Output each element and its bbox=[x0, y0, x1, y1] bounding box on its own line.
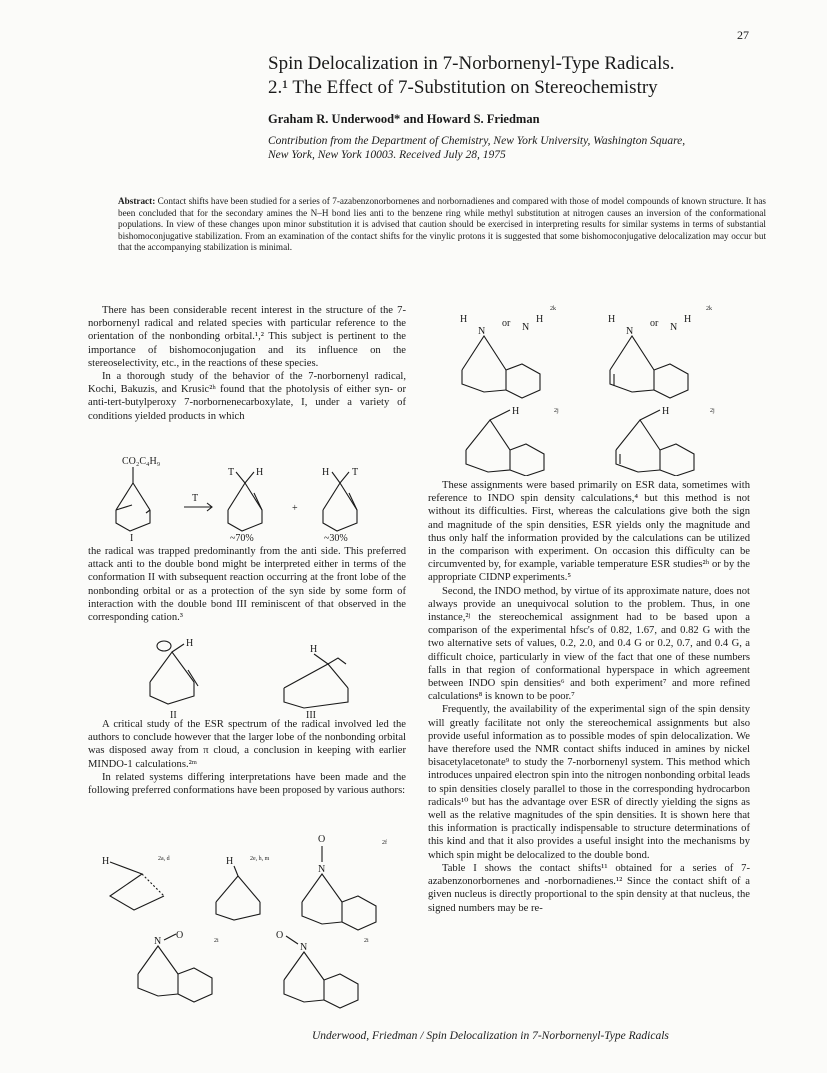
compound-II-label: II bbox=[170, 710, 177, 718]
compound-III-label: III bbox=[306, 710, 316, 718]
left-sub-T: T bbox=[228, 467, 235, 478]
abstract-label: Abstract: bbox=[118, 196, 156, 206]
right-column bbox=[428, 479, 750, 915]
ref-2i-b: 2i bbox=[364, 938, 369, 944]
ref-2j-a: 2j bbox=[554, 408, 559, 414]
article-title bbox=[268, 52, 768, 100]
H-atom-6: H bbox=[662, 406, 670, 417]
N-atom-3: N bbox=[626, 326, 634, 337]
left-paragraph-1: There has been considerable recent interest in the structure of the 7-norbornenyl radical and related species with particular reference to the orientation of the nonbonding orbital.¹,² This subject is pertinent to the importance of bishomoconjugation and its influence on the stereoselectivity, etc., in the reactions of these species. bbox=[88, 305, 406, 369]
or-label-2: or bbox=[650, 318, 659, 329]
H-atom-4: H bbox=[684, 314, 692, 325]
left-paragraph-5: In related systems differing interpretations have been made and the following preferred conformations have been proposed by various authors: bbox=[88, 771, 406, 797]
affiliation bbox=[268, 134, 768, 162]
ref-2i-a: 2i bbox=[214, 938, 219, 944]
or-label-1: or bbox=[502, 318, 511, 329]
H-atom-a: H bbox=[102, 856, 110, 867]
scheme-amine-conformations bbox=[430, 300, 766, 476]
H-atom-b: H bbox=[226, 856, 234, 867]
N-atom-1: N bbox=[478, 326, 486, 337]
H-atom-II: H bbox=[186, 638, 194, 649]
H-atom-3: H bbox=[608, 314, 616, 325]
H-atom-1: H bbox=[460, 314, 468, 325]
right-sub-T: T bbox=[352, 467, 359, 478]
ref-2ad: 2a, d bbox=[158, 856, 170, 862]
N-atom-e: N bbox=[300, 942, 308, 953]
O-atom-e: O bbox=[276, 930, 284, 941]
plus-sign: + bbox=[292, 503, 298, 514]
abstract-text: Contact shifts have been studied for a series of 7-azabenzonorbornenes and norbornadienes and compared with those of model compounds of known structure. It has been concluded that for the secondary amines the N–H bond lies anti to the benzene ring while methyl substitution at nitrogen causes an inversion of the conformational populations. In view of these changes upon minor substitution it is advised that caution should be exercised in interpreting results for similar systems in terms of substantial bishomoconjugative stabilization. From an examination of the contact shifts for the vinylic protons it is suggested that some bishomoconjugative delocalization may occur but that the accompanying stabilization is minimal. bbox=[118, 196, 766, 253]
ref-2j-b: 2j bbox=[710, 408, 715, 414]
ref-2ehm: 2e, h, m bbox=[250, 856, 270, 862]
yield-2: ~30% bbox=[324, 533, 348, 543]
running-footer: Underwood, Friedman / Spin Delocalization in 7-Norbornenyl-Type Radicals bbox=[312, 1030, 669, 1042]
arrow-label: T bbox=[192, 493, 199, 504]
H-atom-2: H bbox=[536, 314, 544, 325]
left-column-top bbox=[88, 304, 406, 423]
left-column-bottom bbox=[88, 718, 406, 797]
right-paragraph-1: These assignments were based primarily on ESR data, sometimes with reference to INDO spin density calculations,⁴ but this method is not without its difficulties. First, whereas the calculations give both the sign and magnitude of the spin densities, ESR yields only the magnitude and thus only half the information provided by the calculations can be utilized in the comparison with experiment. On occasion this difficulty can be circumvented by, for example, variable temperature ESR studies²ʰ or by the appropriate CIDNP experiments.⁵ bbox=[428, 480, 750, 584]
ref-2k-b: 2k bbox=[706, 306, 712, 312]
compound-I-label: I bbox=[130, 533, 134, 543]
right-paragraph-3: Frequently, the availability of the experimental sign of the spin density will greatly facilitate not only the stereochemical assignments but also provide useful information as to possible modes of spin delocalization. We have therefore used the NMR contact shifts induced in amines by nickel bisacetylacetonate⁹ to study the 7-norbornenyl system. This method which introduces unpaired electron spin into the nitrogen nonbonding orbital leads to spin densities closely parallel to those in the corresponding hydrocarbon radicals¹⁰ but has the advantage over ESR of directly yielding the signs as well as the relative magnitudes of the spin densities. It is shown here that this information is practically indispensable to structure determinations of this kind and that it also provides a useful insight into the mechanisms by which spin might be delocalized to the double bond. bbox=[428, 704, 750, 861]
affiliation-line-1: Contribution from the Department of Chemistry, New York University, Washington Square, bbox=[268, 135, 686, 147]
O-atom-d: O bbox=[176, 930, 184, 941]
ref-2k-a: 2k bbox=[550, 306, 556, 312]
N-atom-4: N bbox=[670, 322, 678, 333]
affiliation-line-2: New York, New York 10003. Received July 28, 1975 bbox=[268, 149, 506, 161]
abstract bbox=[118, 196, 766, 254]
left-column-mid bbox=[88, 545, 406, 624]
N-atom-c: N bbox=[318, 864, 326, 875]
right-paragraph-2: Second, the INDO method, by virtue of its approximate nature, does not always provide an unequivocal solution to the problem. Thus, in one instance,²ʲ the stereochemical assignment had to be based upon a comparison of the experimental hfsc's of 0.82, 1.67, and 0.82 G with the two alternative sets of values, 0.2, 2.0, and 0.4 G or 0.2, 0.7, and 0.4 G, a difficult choice, particularly in view of the fact that one of these numbers falls in that region of conformational hyperspace in which agreement between INDO spin densities⁶ and both experiment⁷ and more refined calculations⁸ is known to be poor.⁷ bbox=[428, 585, 750, 703]
left-sub-H: H bbox=[256, 467, 264, 478]
H-atom-5: H bbox=[512, 406, 520, 417]
scheme-proposed-conformations bbox=[88, 830, 406, 1020]
page-number: 27 bbox=[737, 28, 749, 42]
title-line-1: Spin Delocalization in 7-Norbornenyl-Type Radicals. bbox=[268, 53, 675, 74]
H-atom-III: H bbox=[310, 644, 318, 655]
authors: Graham R. Underwood* and Howard S. Friedman bbox=[268, 112, 540, 126]
left-paragraph-3: the radical was trapped predominantly from the anti side. This preferred attack anti to the double bond might be interpreted either in terms of the conformation II with subsequent reaction occurring at the front lobe of the nonbonding orbital or as a protection of the syn side by some form of interaction with the double bond III reminiscent of that observed in the corresponding cation.³ bbox=[88, 546, 406, 624]
scheme-conformations bbox=[88, 630, 406, 718]
scheme-photolysis bbox=[88, 455, 406, 543]
left-paragraph-2: In a thorough study of the behavior of the 7-norbornenyl radical, Kochi, Bakuzis, and Krusic²ʰ found that the photolysis of either syn- or anti-tert-butylperoxy 7-norbornenecarboxylate, I, under a variety of conditions yielded products in which bbox=[88, 371, 406, 422]
N-atom-d: N bbox=[154, 936, 162, 947]
title-line-2: 2.¹ The Effect of 7-Substitution on Stereochemistry bbox=[268, 77, 658, 98]
left-paragraph-4: A critical study of the ESR spectrum of the radical involved led the authors to conclude however that the larger lobe of the nonbonding orbital was disposed away from π cloud, a conclusion in keeping with earlier MINDO-1 calculations.²ᵐ bbox=[88, 719, 406, 770]
reagent-label: CO₂C₄H₉ bbox=[122, 456, 161, 467]
right-sub-H: H bbox=[322, 467, 330, 478]
yield-1: ~70% bbox=[230, 533, 254, 543]
right-paragraph-4: Table I shows the contact shifts¹¹ obtained for a series of 7-azabenzonorbornenes and -norbornadienes.¹² Since the contact shift of a given nucleus is directly proportional to the spin density at that nucleus, the signed numbers may be re- bbox=[428, 862, 750, 914]
N-atom-2: N bbox=[522, 322, 530, 333]
ref-2f: 2f bbox=[382, 840, 387, 846]
O-atom-c: O bbox=[318, 834, 326, 845]
